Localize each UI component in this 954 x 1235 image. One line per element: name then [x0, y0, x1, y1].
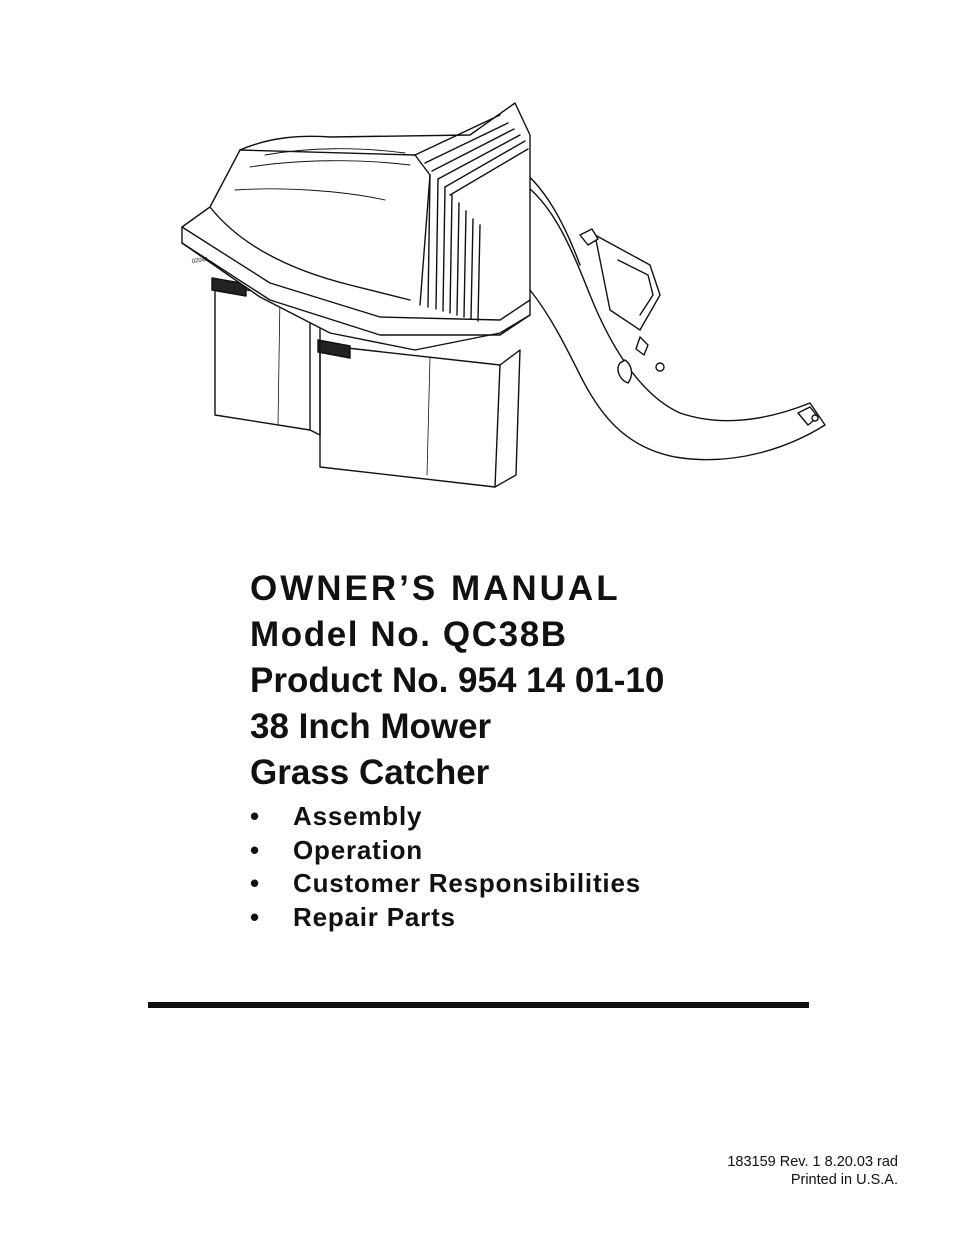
product-number: Product No. 954 14 01-10	[250, 661, 665, 700]
print-origin: Printed in U.S.A.	[790, 1172, 898, 1188]
manual-title-block	[250, 566, 664, 796]
document-footer	[727, 1153, 898, 1189]
list-item	[250, 901, 641, 935]
bullet-glyph: •	[250, 834, 260, 865]
list-item-label: Assembly	[293, 801, 423, 831]
horizontal-divider	[148, 1002, 809, 1008]
list-item-label: Repair Parts	[293, 901, 456, 932]
discharge-chute	[510, 165, 825, 460]
list-item-label: Operation	[293, 834, 423, 865]
revision-info: 183159 Rev. 1 8.20.03 rad	[727, 1154, 898, 1170]
bullet-glyph: •	[250, 868, 260, 898]
model-number: Model No. QC38B	[250, 615, 568, 654]
manual-type-title: OWNER’S MANUAL	[250, 569, 621, 608]
product-name: Grass Catcher	[250, 753, 490, 792]
bullet-glyph: •	[250, 901, 260, 932]
figure-code-label: 02041	[191, 256, 209, 265]
mower-size: 38 Inch Mower	[250, 707, 492, 746]
list-item	[250, 834, 641, 868]
right-collection-bag	[318, 340, 520, 487]
list-item	[250, 800, 641, 834]
grass-catcher-illustration	[170, 95, 840, 495]
bullet-glyph: •	[250, 801, 260, 831]
contents-list	[250, 800, 641, 934]
list-item-label: Customer Responsibilities	[293, 868, 641, 898]
list-item	[250, 867, 641, 901]
